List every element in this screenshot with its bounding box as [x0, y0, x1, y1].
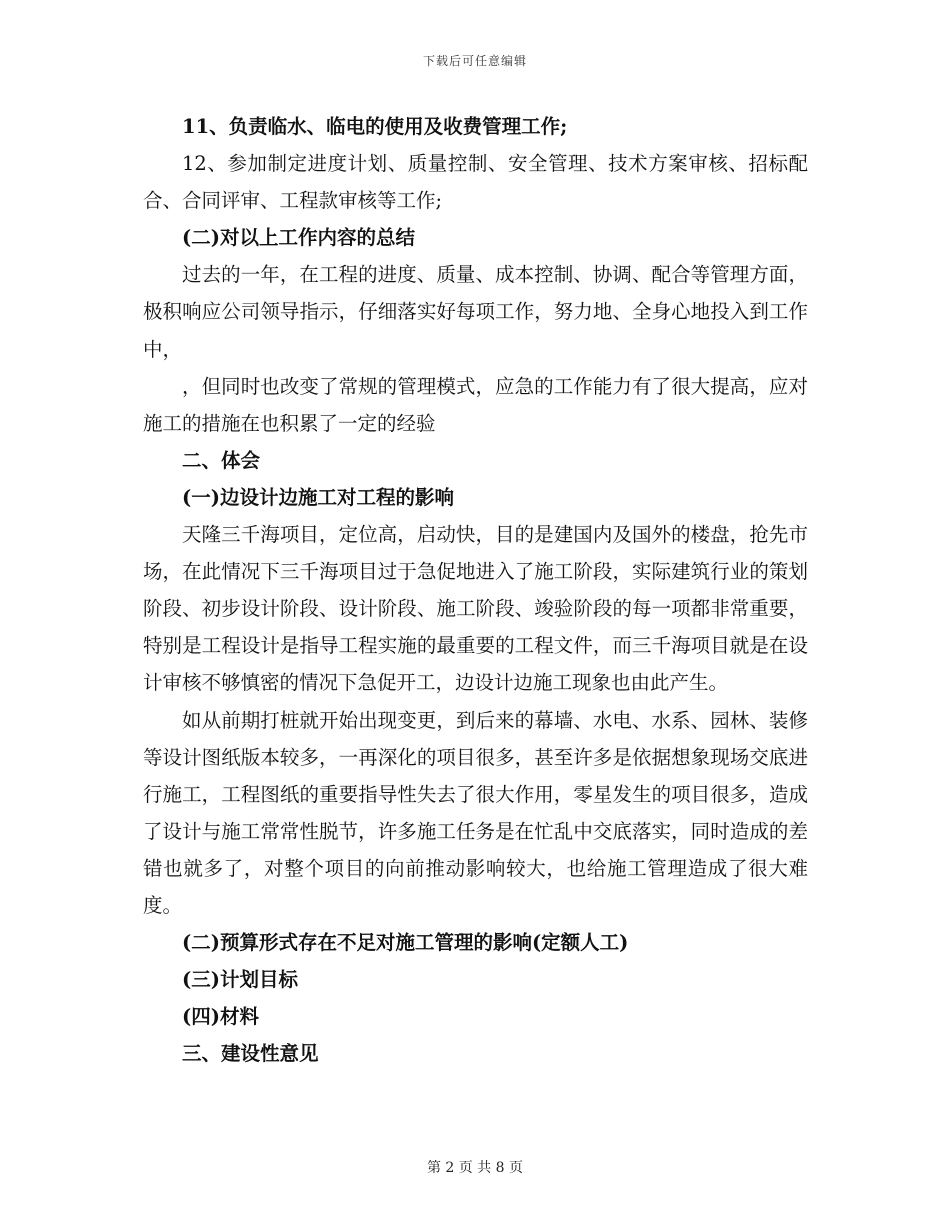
subheading-summary: (二)对以上工作内容的总结	[182, 226, 415, 250]
paragraph-summary-1: 过去的一年，在工程的进度、质量、成本控制、协调、配合等管理方面，极积响应公司领导指示，仔细落实好每项工作，努力地、全身心地投入到工作中，	[143, 263, 808, 361]
paragraph-item-12: 12、参加制定进度计划、质量控制、安全管理、技术方案审核、招标配合、合同评审、工程款审核等工作;	[143, 152, 808, 213]
document-body	[143, 108, 808, 1072]
paragraph-design-changes: 如从前期打桩就开始出现变更，到后来的幕墙、水电、水系、园林、装修等设计图纸版本较多，一再深化的项目很多，甚至许多是依据想象现场交底进行施工，工程图纸的重要指导性失去了很大作用，零星发生的项目很多，造成了设计与施工常常性脱节，许多施工任务是在忙乱中交底落实，同时造成的差错也就多了，对整个项目的向前推动影响较大，也给施工管理造成了很大难度。	[143, 708, 808, 917]
subheading-materials: (四)材料	[182, 1005, 259, 1029]
section-heading-experience: 二、体会	[182, 448, 261, 472]
page-header: 下载后可任意编辑	[422, 54, 527, 68]
section-heading-suggestions: 三、建设性意见	[182, 1042, 319, 1066]
subheading-budget: (二)预算形式存在不足对施工管理的影响(定额人工)	[182, 931, 629, 955]
subheading-plan-targets: (三)计划目标	[182, 968, 298, 992]
page-footer: 第 2 页 共 8 页	[426, 1160, 524, 1176]
paragraph-project-background: 天隆三千海项目，定位高，启动快，目的是建国内及国外的楼盘，抢先市场，在此情况下三千海项目过于急促地进入了施工阶段，实际建筑行业的策划阶段、初步设计阶段、设计阶段、施工阶段、竣验阶段的每一项都非常重要，特别是工程设计是指导工程实施的最重要的工程文件，而三千海项目就是在设计审核不够慎密的情况下急促开工，边设计边施工现象也由此产生。	[143, 523, 808, 695]
subheading-design-construction: (一)边设计边施工对工程的影响	[182, 485, 454, 509]
paragraph-summary-2: ，但同时也改变了常规的管理模式，应急的工作能力有了很大提高，应对施工的措施在也积累了一定的经验	[143, 374, 808, 435]
paragraph-item-11: 11、负责临水、临电的使用及收费管理工作;	[182, 115, 568, 138]
